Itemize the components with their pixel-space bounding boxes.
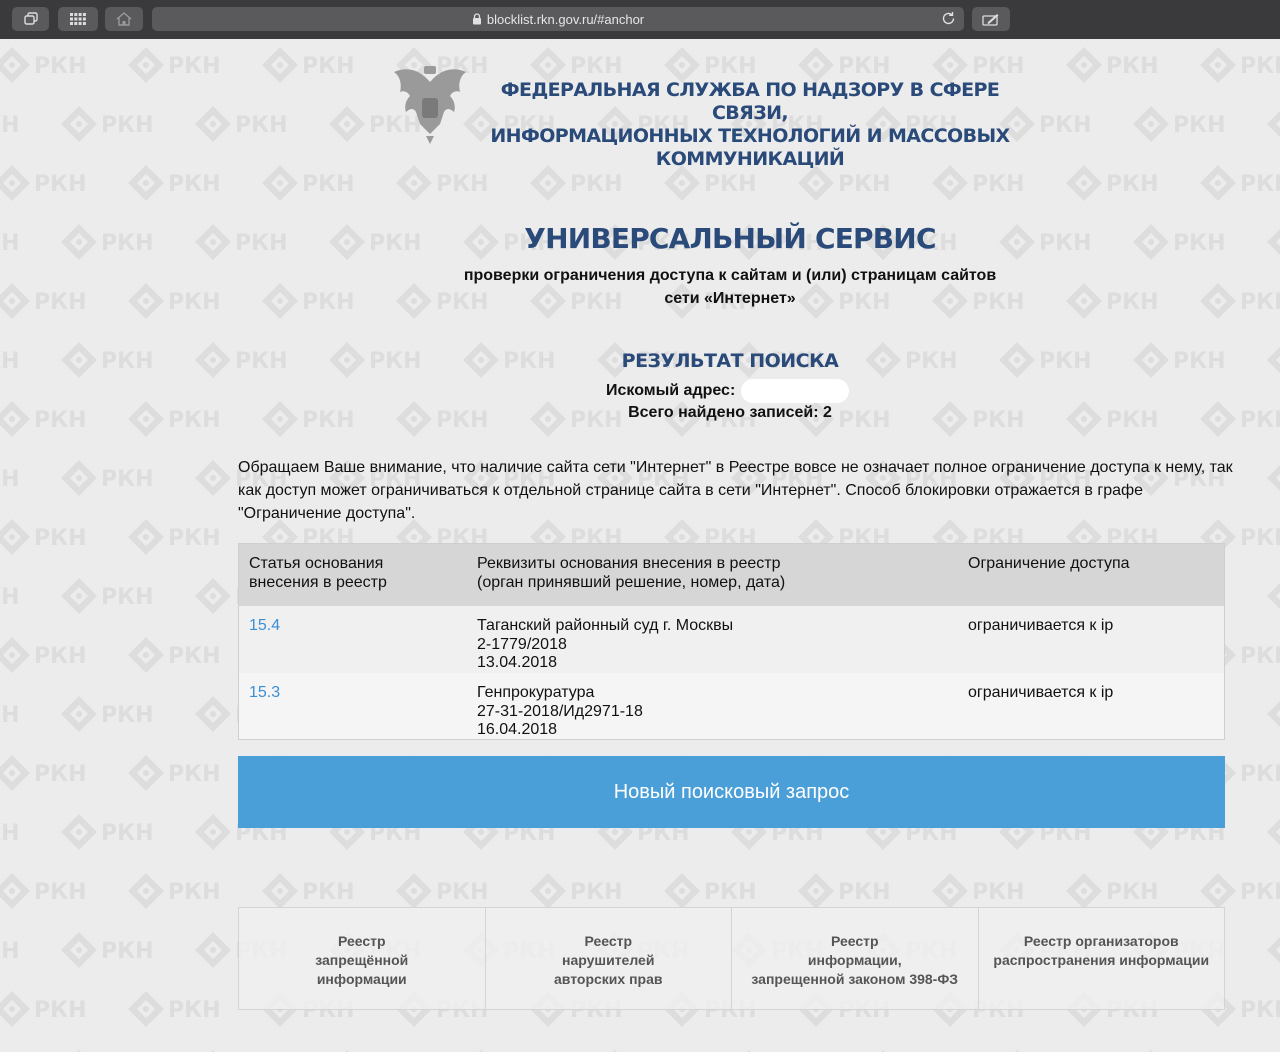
watermark-tile [195, 224, 288, 260]
edit-icon [982, 12, 1000, 26]
watermark-tile [0, 106, 20, 142]
watermark-tile [262, 165, 355, 201]
watermark-tile [61, 814, 154, 850]
tabs-button[interactable] [12, 7, 49, 31]
watermark-tile [530, 47, 623, 83]
watermark-tile [999, 342, 1092, 378]
watermark-tile [0, 460, 20, 496]
article-link[interactable]: 15.4 [249, 617, 281, 634]
watermark-tile [1267, 814, 1280, 850]
watermark-tile [128, 755, 221, 791]
watermark-tile [128, 401, 221, 437]
home-button[interactable] [105, 7, 143, 31]
watermark-tile [262, 47, 355, 83]
watermark-tile [0, 224, 20, 260]
restriction-cell: ограничивается к ip [968, 617, 1114, 634]
watermark-tile [61, 106, 154, 142]
table-row [239, 673, 1224, 739]
watermark-tile [1200, 165, 1280, 201]
registry-398fz-link[interactable]: Реестр информации, запрещенной законом 398-ФЗ [732, 908, 979, 1009]
org-title-line1: ФЕДЕРАЛЬНАЯ СЛУЖБА ПО НАДЗОРУ В СФЕРЕ СВЯЗИ, [500, 79, 1000, 124]
watermark-tile [61, 578, 154, 614]
watermark-tile [1066, 47, 1159, 83]
watermark-tile [932, 401, 1025, 437]
apps-grid-button[interactable] [58, 7, 98, 31]
watermark-tile [1267, 460, 1280, 496]
watermark-tile [128, 873, 221, 909]
watermark-tile [0, 696, 20, 732]
watermark-tile [1200, 47, 1280, 83]
watermark-tile [1133, 106, 1226, 142]
registry-copyright-violators-link[interactable]: Реестр нарушителей авторских прав [486, 908, 733, 1009]
watermark-tile [1200, 283, 1280, 319]
watermark-tile [0, 932, 20, 968]
searched-address [606, 380, 849, 402]
results-table [238, 543, 1225, 740]
watermark-tile [1267, 106, 1280, 142]
org-title-line2: ИНФОРМАЦИОННЫХ ТЕХНОЛОГИЙ И МАССОВЫХ КОММУНИКАЦИЙ [490, 125, 1010, 170]
watermark-tile [195, 342, 288, 378]
watermark-tile [1200, 401, 1280, 437]
watermark-tile [0, 283, 87, 319]
restriction-cell: ограничивается к ip [968, 684, 1114, 701]
service-subtitle-line1: проверки ограничения доступа к сайтам и (или) страницам сайтов [463, 267, 997, 284]
watermark-tile [932, 47, 1025, 83]
records-total: Всего найдено записей: 2 [628, 404, 832, 421]
watermark-tile [664, 47, 757, 83]
url-text: blocklist.rkn.gov.ru/#anchor [486, 11, 645, 27]
header-restriction: Ограничение доступа [968, 555, 1130, 572]
watermark-tile [0, 755, 87, 791]
header-article: Статья основания внесения в реестр [249, 555, 387, 591]
watermark-tile [128, 283, 221, 319]
home-icon [116, 12, 132, 26]
watermark-tile [61, 224, 154, 260]
watermark-tile [262, 283, 355, 319]
watermark-tile [128, 637, 221, 673]
watermark-tile [1066, 401, 1159, 437]
watermark-tile [0, 814, 20, 850]
table-header [239, 544, 1224, 606]
watermark-tile [0, 578, 20, 614]
address-label: Искомый адрес: [606, 382, 736, 399]
watermark-tile [0, 342, 20, 378]
watermark-tile [530, 873, 623, 909]
watermark-tile [329, 224, 422, 260]
watermark-tile [798, 47, 891, 83]
watermark-tile [932, 873, 1025, 909]
table-row [239, 606, 1224, 673]
watermark-tile [1133, 342, 1226, 378]
service-subtitle-line2: сети «Интернет» [664, 290, 796, 307]
watermark-tile [396, 873, 489, 909]
watermark-tile [1133, 224, 1226, 260]
watermark-tile [1066, 283, 1159, 319]
watermark-tile [0, 991, 87, 1027]
watermark-tile [1267, 696, 1280, 732]
watermark-tile [1066, 873, 1159, 909]
tabs-icon [23, 12, 39, 26]
compose-button[interactable] [972, 7, 1010, 31]
watermark-tile [0, 47, 87, 83]
watermark-tile [61, 932, 154, 968]
watermark-tile [664, 873, 757, 909]
watermark-tile [1267, 932, 1280, 968]
watermark-tile [1066, 165, 1159, 201]
registry-prohibited-info-link[interactable]: Реестр запрещённой информации [239, 908, 486, 1009]
notice-text: Обращаем Ваше внимание, что наличие сайта сети "Интернет" в Реестре вовсе не означает полное ограничение доступа к нему, так как доступ может ограничиваться к отдельной странице сайта в сети "Интернет". Способ блокировки отражается в графе "Ограничение доступа". [238, 459, 1233, 522]
watermark-tile [1267, 578, 1280, 614]
watermark-tile [262, 873, 355, 909]
browser-toolbar [0, 0, 1280, 39]
result-title: РЕЗУЛЬТАТ ПОИСКА [621, 350, 839, 372]
header-requisites: Реквизиты основания внесения в реестр (орган принявший решение, номер, дата) [477, 555, 786, 591]
watermark-tile [329, 342, 422, 378]
requisites-cell: Генпрокуратура 27-31-2018/Ид2971-18 16.04.2018 [477, 684, 643, 738]
requisites-cell: Таганский районный суд г. Москвы 2-1779/2018 13.04.2018 [477, 617, 734, 671]
reload-icon[interactable] [941, 11, 956, 29]
article-link[interactable]: 15.3 [249, 684, 281, 701]
watermark-tile [0, 165, 87, 201]
watermark-tile [1200, 873, 1280, 909]
watermark-tile [128, 519, 221, 555]
service-subtitle [430, 264, 1030, 310]
watermark-tile [1267, 224, 1280, 260]
grid-icon [70, 13, 86, 25]
watermark-tile [262, 401, 355, 437]
watermark-tile [61, 342, 154, 378]
watermark-tile [61, 696, 154, 732]
watermark-tile [0, 873, 87, 909]
organization-title [470, 79, 1030, 171]
watermark-tile [1267, 342, 1280, 378]
new-search-button[interactable]: Новый поисковый запрос [238, 756, 1225, 828]
coat-of-arms-emblem [390, 62, 470, 144]
watermark-tile [128, 47, 221, 83]
watermark-tile [195, 106, 288, 142]
watermark-tile [798, 873, 891, 909]
watermark-tile [0, 519, 87, 555]
service-title: УНИВЕРСАЛЬНЫЙ СЕРВИС [524, 222, 936, 255]
watermark-tile [61, 460, 154, 496]
address-bar[interactable] [152, 7, 964, 31]
watermark-tile [128, 991, 221, 1027]
registry-links [238, 907, 1225, 1010]
watermark-tile [128, 165, 221, 201]
watermark-tile [0, 637, 87, 673]
watermark-tile [396, 401, 489, 437]
registry-distribution-organizers-link[interactable]: Реестр организаторов распространения информации [993, 933, 1210, 968]
address-value-redacted [741, 379, 849, 403]
watermark-tile [0, 401, 87, 437]
lock-icon [472, 13, 482, 25]
